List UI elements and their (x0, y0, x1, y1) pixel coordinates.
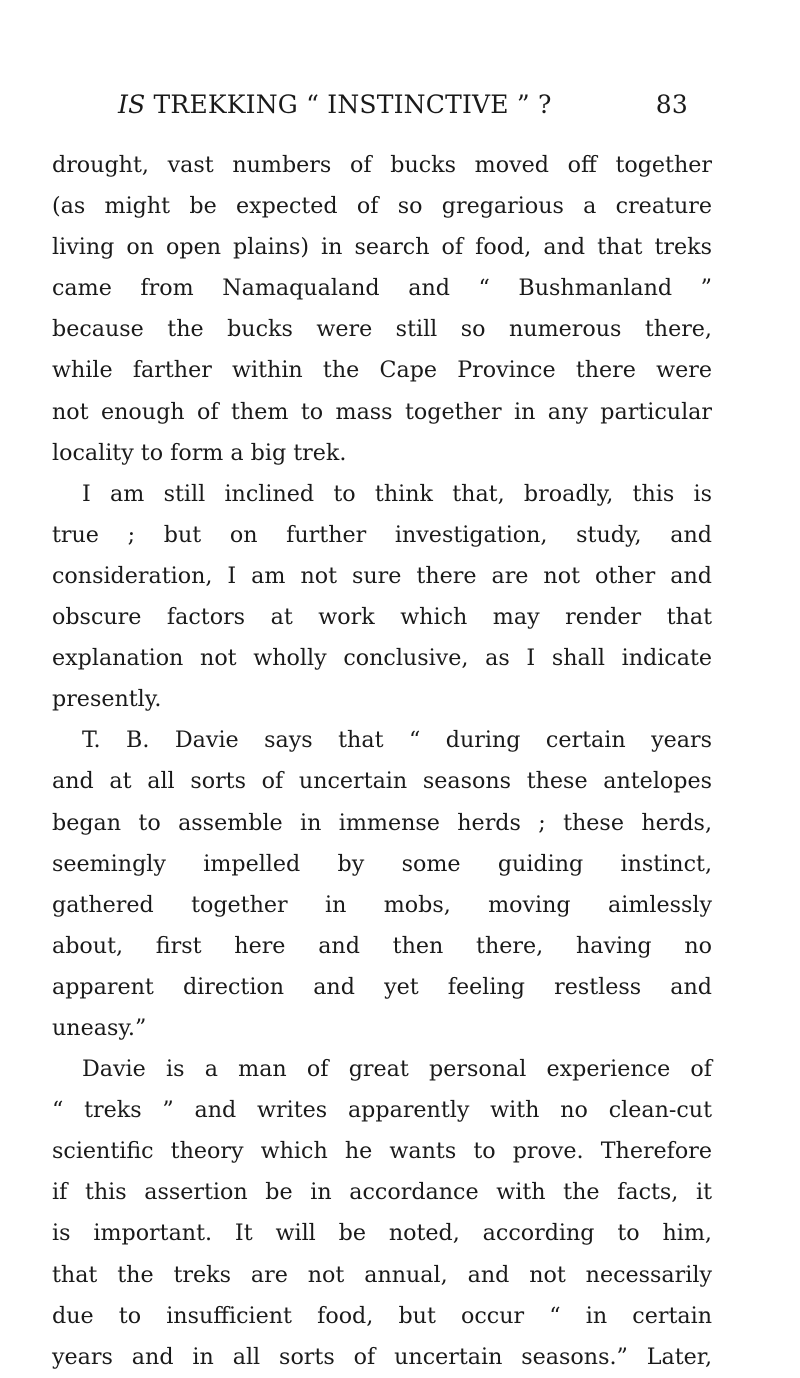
text-line: is important. It will be noted, according to him, (52, 1220, 712, 1247)
text-line: obscure factors at work which may render that (52, 604, 712, 631)
text-line: if this assertion be in accordance with the facts, it (52, 1179, 712, 1206)
text-line: that the treks are not annual, and not necessarily (52, 1261, 712, 1288)
text-line: true ; but on further investigation, study, and (52, 521, 712, 548)
text-line: gathered together in mobs, moving aimlessly (52, 891, 712, 918)
text-line: consideration, I am not sure there are not other and (52, 562, 712, 589)
text-line: came from Namaqualand and “ Bushmanland ” (52, 275, 712, 302)
text-line: began to assemble in immense herds ; these herds, (52, 809, 712, 836)
text-line: while farther within the Cape Province there were (52, 357, 712, 384)
text-line: I am still inclined to think that, broadly, this is (82, 480, 712, 507)
text-line: T. B. Davie says that “ during certain years (82, 727, 712, 754)
text-line: presently. (52, 686, 162, 713)
page-number: 83 (655, 90, 688, 119)
text-line: not enough of them to mass together in any particular (52, 398, 712, 425)
text-line: “ treks ” and writes apparently with no clean-cut (52, 1097, 712, 1124)
text-line: and at all sorts of uncertain seasons these antelopes (52, 768, 712, 795)
running-head-title (118, 90, 552, 119)
text-line: explanation not wholly conclusive, as I shall indicate (52, 645, 712, 672)
text-line: because the bucks were still so numerous there, (52, 316, 712, 343)
text-line: about, first here and then there, having no (52, 932, 712, 959)
body-text (52, 145, 712, 1378)
running-head-rest: TREKKING “ INSTINCTIVE ” ? (145, 90, 552, 119)
text-line: seemingly impelled by some guiding instinct, (52, 850, 712, 877)
text-line: drought, vast numbers of bucks moved off together (52, 152, 712, 178)
text-line: uneasy.” (52, 1014, 147, 1041)
text-line: (as might be expected of so gregarious a creature (52, 193, 712, 220)
running-head-italic: IS (118, 90, 146, 119)
text-line: scientific theory which he wants to prove. Therefore (52, 1138, 712, 1165)
text-line: living on open plains) in search of food, and that treks (52, 234, 712, 261)
text-line: locality to form a big trek. (52, 439, 347, 466)
text-line: years and in all sorts of uncertain seasons.” Later, (52, 1343, 712, 1370)
text-line: apparent direction and yet feeling restless and (52, 973, 712, 1000)
running-head (118, 90, 688, 130)
text-line: Davie is a man of great personal experience of (82, 1056, 712, 1083)
text-line: due to insufficient food, but occur “ in certain (52, 1302, 712, 1329)
